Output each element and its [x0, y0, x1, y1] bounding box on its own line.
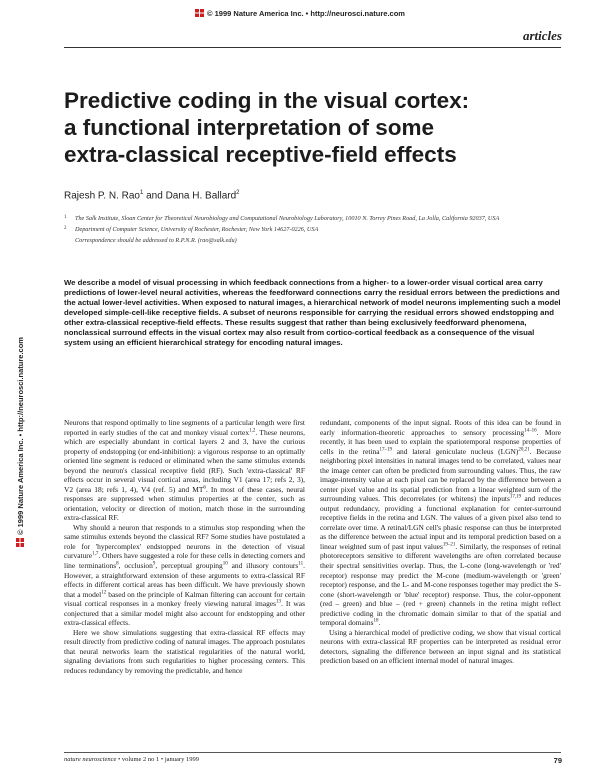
body-text: . Others have suggested a role for these cells in detecting corners and line terminations [64, 551, 305, 570]
citation-superscript: 9 [152, 561, 156, 567]
body-column-right [320, 418, 561, 666]
body-text: . Because neighboring pixel intensities in natural images tend to be correlated, values near the image center can often be predicted from surrounding values. Thus, the raw image-intensity value at each pixel can be replaced by the difference between a center pixel value and its spatial prediction from a linear weighted sum of the surrounding values. This decorrelates (or whitens) the inputs [320, 446, 561, 504]
citation-superscript: 17–19 [379, 447, 393, 453]
body-text: Why should a neuron that responds to a stimulus stop responding when the same stimulus extends beyond the classical RF? Some studies have postulated a role for 'hypercomplex' endstopped neurons in the detection of visual curvature [64, 522, 305, 561]
title-line: Predictive coding in the visual cortex: [64, 88, 470, 113]
author-affiliation-mark: 2 [236, 190, 240, 196]
author-name: Rajesh P. N. Rao [64, 190, 140, 202]
body-text: and reduces output redundancy, providing a functional explanation for center-surround receptive fields in the retina and LGN. The values of a given pixel also tend to correlate over time. A retinal/LGN cell's phasic response can thus be interpreted as the difference between the actual input and its temporal prediction based on a linear weighted sum of past input values [320, 494, 562, 551]
title-line: extra-classical receptive-field effects [64, 142, 457, 167]
body-text: Neurons that respond optimally to line segments of a particular length were first reported in early studies of the cat and monkey visual cortex [64, 418, 305, 437]
citation-superscript: 1,2 [249, 428, 256, 434]
body-text: , perceptual grouping [155, 560, 223, 570]
body-text: Here we show simulations suggesting that extra-classical RF effects may result directly from predictive coding of natural images. The approach postulates that neural networks learn the statistical regularities of the natural world, signaling deviations from such regularities to higher processing centers. This reduces redundancy by removing the predictable, and hence [64, 627, 305, 675]
author-joiner: and [143, 190, 166, 202]
body-text: . These neurons, which are especially abundant in cortical layers 2 and 3, have the curious property of endstopping (or end-inhibition): a vigorous response to an optimally oriented line segment is reduced or eliminated when the same stimulus extends beyond the neuron's classical receptive field (RF). Such 'extra-classical' RF effects occur in several visual cortical areas, including V1 (area 17; refs 2, 3), V2 (area 18; refs 1, 4), V4 (ref. 5) and MT [64, 427, 305, 494]
correspondence-text: Correspondence should be addressed to R.P.N.R. (rao@salk.edu) [75, 236, 237, 244]
citation-superscript: 8 [116, 561, 119, 567]
article-title [64, 87, 564, 168]
body-paragraph [320, 418, 561, 628]
author-affiliation-mark: 1 [139, 190, 144, 196]
affiliation-item [64, 226, 504, 234]
vertical-copyright-text: © 1999 Nature America Inc. • http://neurosci.nature.com [16, 337, 25, 535]
body-text: , occlusion [118, 560, 153, 570]
body-text: redundant, components of the input signal. Roots of this idea can be found in early information-theoretic approaches to sensory processing [320, 418, 561, 437]
body-text: . However, a straightforward extension of these arguments to extra-classical RF effects in different cortical areas has been difficult. We have previously shown that a model [64, 560, 305, 599]
header-divider [64, 47, 561, 48]
citation-superscript: 12 [101, 590, 107, 596]
nature-america-logo-icon [16, 538, 24, 547]
correspondence-note [64, 237, 504, 245]
author-list [64, 190, 240, 201]
author-name: Dana H. Ballard [165, 190, 237, 202]
nature-america-logo-icon [195, 9, 204, 17]
body-text: based on the principle of Kalman filtering can account for certain visual cortical responses in a monkey freely viewing natural images [64, 589, 305, 609]
body-paragraph [64, 523, 305, 628]
body-paragraph [64, 628, 305, 676]
affiliations [64, 215, 504, 248]
copyright-banner-text: © 1999 Nature America Inc. • http://neurosci.nature.com [207, 9, 405, 18]
body-text: Using a hierarchical model of predictive coding, we show that visual cortical neurons with extra-classical RF properties can be interpreted as residual error detectors, signaling the difference between an input signal and its statistical prediction based on an efficient internal model of natural images. [320, 627, 561, 666]
citation-superscript: 1,7 [92, 551, 99, 557]
section-label: articles [523, 28, 562, 43]
affiliation-item [64, 215, 504, 223]
citation-superscript: 19–21 [442, 542, 456, 548]
affiliation-number: 2 [64, 225, 67, 231]
body-text: and illusory contours [227, 560, 299, 570]
citation-superscript: 20,21 [518, 447, 530, 453]
citation-superscript: 14–16 [524, 428, 537, 434]
title-line: a functional interpretation of some [64, 115, 435, 140]
body-text: and lateral geniculate nucleus (LGN) [392, 446, 519, 456]
footer-divider [64, 752, 561, 753]
citation-superscript: 13 [276, 599, 282, 605]
footer-citation [64, 756, 199, 763]
body-column-left [64, 418, 305, 675]
body-text: . [378, 618, 381, 628]
body-paragraph [64, 418, 305, 523]
citation-superscript: 6 [203, 485, 206, 491]
affiliation-number: 1 [64, 215, 67, 220]
footer-journal-name: nature neuroscience [64, 756, 117, 763]
footer-issue: • volume 2 no 1 • january 1999 [116, 756, 199, 763]
body-text: . In most of these cases, neural responses are suppressed when stimulus properties at the center, such as orientation, velocity or direction of motion, match those in the surrounding extra-classical RF. [64, 484, 305, 523]
citation-superscript: 11 [298, 561, 304, 567]
body-paragraph [320, 628, 561, 666]
abstract: We describe a model of visual processing in which feedback connections from a higher- to a lower-order visual cortical area carry predictions of lower-level neural activities, whereas the feedforward connections carry the residual errors between the predictions and the actual lower-level activities. When exposed to natural images, a hierarchical network of model neurons implementing such a model developed simple-cell-like receptive fields. A subset of neurons responsible for carrying the residual errors showed endstopping and other extra-classical receptive-field effects. These results suggest that rather than being exclusively feedforward phenomena, nonclassical surround effects in the visual cortex may also result from cortico-cortical feedback as a consequence of the visual system using an efficient hierarchical strategy for encoding natural images. [64, 278, 561, 347]
vertical-copyright-strip [0, 282, 25, 602]
page-number: 79 [553, 756, 562, 765]
copyright-banner [0, 9, 600, 18]
citation-superscript: 17,19 [509, 494, 522, 500]
body-text: . Similarly, the responses of retinal photoreceptors sensitive to different wavelengths are often correlated because their spectral sensitivities overlap. Thus, the L-cone (long-wavelength or 'red' receptor) response may predict the M-cone (medium-wavelength or 'green' receptor) response, and the L- and M-cone responses together may predict the S-cone (short-wavelength or 'blue' receptor) response. Thus, the color-opponent (red – green) and blue – (red + green) channels in the retina might reflect predictive coding in the chromatic domain similar to that of the spatial and temporal domains [320, 541, 561, 628]
body-text: . It was conjectured that a similar model might also account for endstopping and other extra-classical effects. [64, 599, 305, 628]
citation-superscript: 18 [373, 618, 379, 624]
body-text: . More recently, it has been used to explain the spatiotemporal response properties of cells in the retina [320, 427, 561, 456]
affiliation-text: The Salk Institute, Sloan Center for Theoretical Neurobiology and Computational Neurobiology Laboratory, 10010 N. Torrey Pines Road, La Jolla, California 92037, USA [75, 215, 500, 222]
citation-superscript: 10 [222, 561, 228, 567]
affiliation-text: Department of Computer Science, University of Rochester, Rochester, New York 14627-0226, USA [75, 225, 319, 233]
